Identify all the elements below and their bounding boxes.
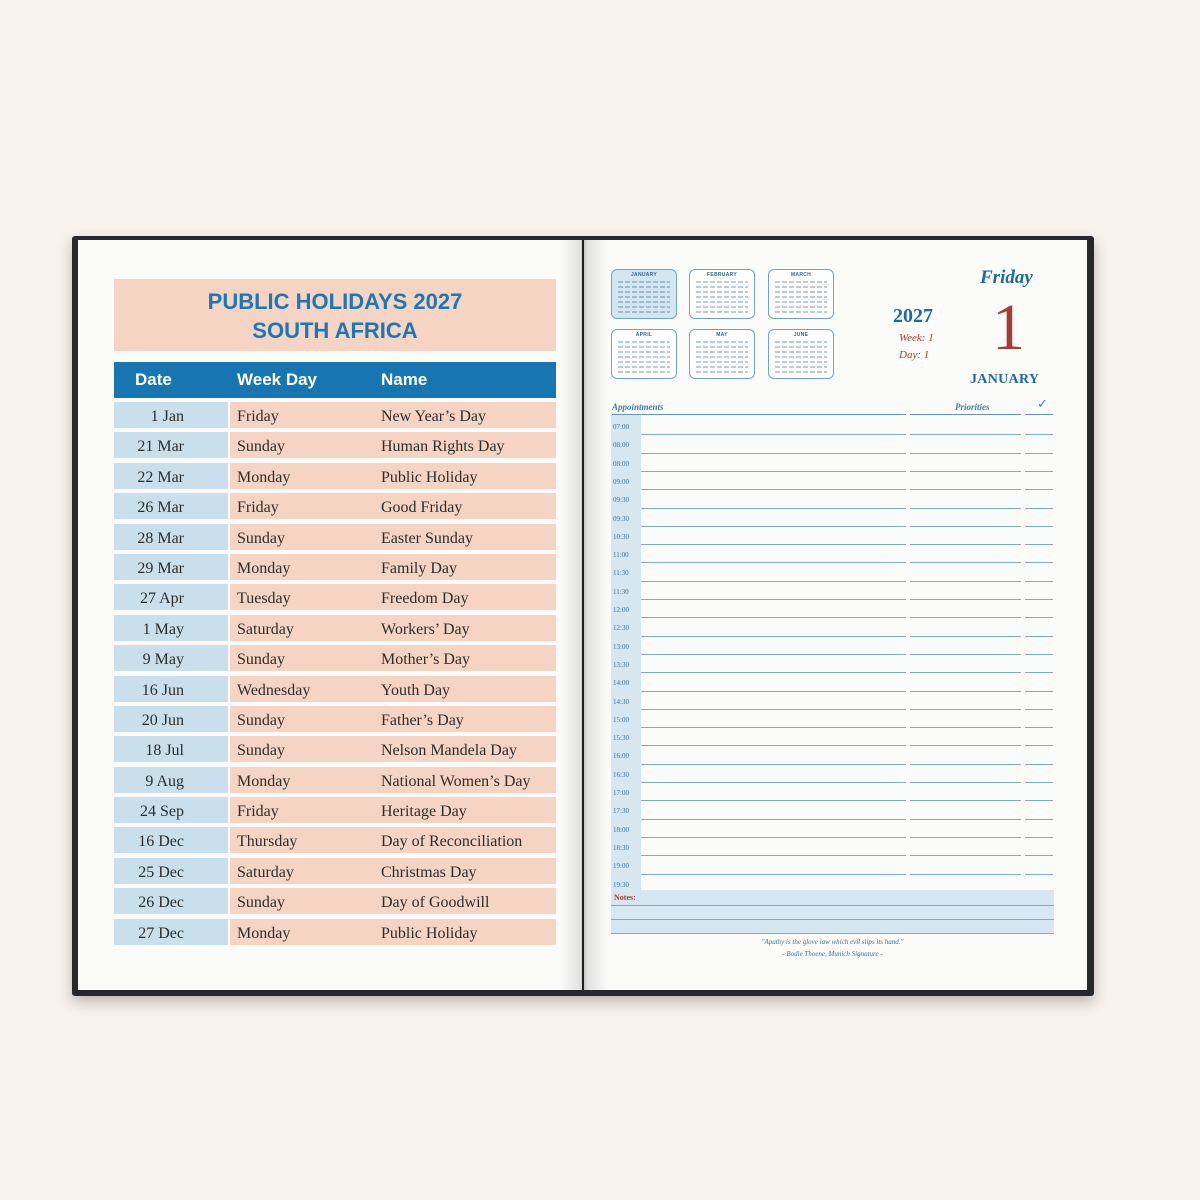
slot-line bbox=[641, 508, 906, 509]
holiday-name: Family Day bbox=[381, 559, 457, 577]
holiday-date: 29 Mar bbox=[114, 554, 228, 580]
table-row bbox=[114, 858, 556, 884]
time-label: 16:30 bbox=[613, 770, 629, 779]
appointments-label: Appointments bbox=[612, 402, 664, 412]
slot-line bbox=[1025, 544, 1053, 545]
diary-year: 2027 bbox=[893, 305, 933, 327]
time-label: 13:00 bbox=[613, 642, 629, 651]
mini-calendar bbox=[611, 329, 677, 379]
slot-line bbox=[910, 691, 1021, 692]
slot-line bbox=[910, 874, 1021, 875]
holiday-date: 25 Dec bbox=[114, 858, 228, 884]
slot-line bbox=[910, 544, 1021, 545]
table-row bbox=[114, 615, 556, 641]
holiday-date: 27 Dec bbox=[114, 919, 228, 945]
time-column bbox=[611, 415, 641, 890]
table-row bbox=[114, 584, 556, 610]
slot-line bbox=[910, 489, 1021, 490]
slot-line bbox=[1025, 434, 1053, 435]
slot-line bbox=[1025, 745, 1053, 746]
holiday-name: Workers’ Day bbox=[381, 620, 470, 638]
slot-line bbox=[1025, 764, 1053, 765]
table-row bbox=[114, 645, 556, 671]
holiday-name: Youth Day bbox=[381, 681, 451, 699]
slot-line bbox=[910, 782, 1021, 783]
table-row bbox=[114, 706, 556, 732]
slot-line bbox=[910, 745, 1021, 746]
slot-line bbox=[1025, 654, 1053, 655]
holiday-name: Good Friday bbox=[381, 499, 463, 517]
time-label: 11:00 bbox=[613, 551, 629, 560]
table-row bbox=[114, 736, 556, 762]
mini-calendar-grid bbox=[775, 341, 827, 373]
slot-line bbox=[1025, 581, 1053, 582]
slot-line bbox=[641, 782, 906, 783]
slot-line bbox=[1025, 837, 1053, 838]
holiday-date: 18 Jul bbox=[114, 736, 228, 762]
slot-line bbox=[1025, 782, 1053, 783]
time-label: 19:00 bbox=[613, 862, 629, 871]
slot-line bbox=[1025, 489, 1053, 490]
mini-calendar bbox=[768, 329, 834, 379]
appointments-rule bbox=[612, 414, 906, 415]
time-label: 19:30 bbox=[613, 880, 629, 889]
time-label: 11:30 bbox=[613, 569, 629, 578]
table-row bbox=[114, 402, 556, 428]
time-label: 08:00 bbox=[613, 441, 629, 450]
holiday-weekday: Friday bbox=[237, 499, 279, 517]
slot-line bbox=[1025, 636, 1053, 637]
slot-line bbox=[1025, 800, 1053, 801]
holiday-weekday: Tuesday bbox=[237, 590, 291, 608]
mini-calendar-month: FEBRUARY bbox=[707, 272, 737, 278]
time-label: 07:00 bbox=[613, 423, 629, 431]
slot-line bbox=[641, 489, 906, 490]
holiday-name: Christmas Day bbox=[381, 863, 477, 881]
holiday-date: 9 May bbox=[114, 645, 228, 671]
holiday-date: 21 Mar bbox=[114, 432, 228, 458]
priorities-label: Priorities bbox=[955, 402, 990, 412]
month-heading: JANUARY bbox=[970, 372, 1040, 387]
notes-line bbox=[611, 933, 1054, 934]
slot-line bbox=[641, 581, 906, 582]
slot-line bbox=[910, 636, 1021, 637]
slot-line bbox=[641, 691, 906, 692]
holiday-name: Nelson Mandela Day bbox=[381, 742, 517, 760]
holidays-title-line1: PUBLIC HOLIDAYS 2027 bbox=[207, 289, 463, 314]
slot-line bbox=[1025, 471, 1053, 472]
slot-line bbox=[910, 508, 1021, 509]
holiday-weekday: Sunday bbox=[237, 438, 285, 456]
slot-line bbox=[910, 819, 1021, 820]
holiday-weekday: Wednesday bbox=[237, 681, 311, 699]
time-label: 09:00 bbox=[613, 477, 629, 486]
time-label: 09:30 bbox=[613, 514, 629, 523]
slot-line bbox=[641, 745, 906, 746]
slot-line bbox=[1025, 819, 1053, 820]
slot-line bbox=[910, 654, 1021, 655]
holiday-weekday: Sunday bbox=[237, 711, 285, 729]
slot-line bbox=[641, 837, 906, 838]
notes-line bbox=[611, 905, 1054, 906]
holiday-weekday: Sunday bbox=[237, 742, 285, 760]
slot-line bbox=[1025, 691, 1053, 692]
holiday-weekday: Friday bbox=[237, 803, 279, 821]
slot-line bbox=[910, 837, 1021, 838]
time-label: 14:30 bbox=[613, 697, 629, 706]
mini-calendar bbox=[689, 329, 755, 379]
slot-line bbox=[1025, 617, 1053, 618]
slot-line bbox=[641, 855, 906, 856]
slot-line bbox=[910, 562, 1021, 563]
slot-line bbox=[641, 672, 906, 673]
holiday-name: Public Holiday bbox=[381, 468, 478, 486]
holiday-name: Heritage Day bbox=[381, 803, 467, 821]
day-of-year: Day: 1 bbox=[899, 349, 930, 361]
holidays-title-line2: SOUTH AFRICA bbox=[252, 318, 418, 343]
holiday-weekday: Monday bbox=[237, 924, 291, 942]
holiday-name: National Women’s Day bbox=[381, 772, 531, 790]
holiday-weekday: Monday bbox=[237, 468, 291, 486]
slot-line bbox=[1025, 599, 1053, 600]
slot-line bbox=[910, 599, 1021, 600]
table-row bbox=[114, 493, 556, 519]
slot-line bbox=[641, 526, 906, 527]
slot-line bbox=[1025, 526, 1053, 527]
holiday-date: 16 Dec bbox=[114, 827, 228, 853]
table-row bbox=[114, 888, 556, 914]
table-row bbox=[114, 676, 556, 702]
column-header-name: Name bbox=[381, 370, 428, 389]
slot-line bbox=[910, 855, 1021, 856]
holiday-weekday: Monday bbox=[237, 559, 291, 577]
slot-line bbox=[1025, 562, 1053, 563]
slot-line bbox=[910, 764, 1021, 765]
holiday-date: 1 Jan bbox=[114, 402, 228, 428]
slot-line bbox=[910, 800, 1021, 801]
holiday-weekday: Friday bbox=[237, 408, 279, 425]
holiday-date: 28 Mar bbox=[114, 524, 228, 550]
holiday-name: Father’s Day bbox=[381, 711, 464, 729]
mini-calendar-grid bbox=[696, 341, 748, 373]
priorities-rule bbox=[910, 414, 1021, 415]
slot-line bbox=[910, 709, 1021, 710]
holiday-date: 27 Apr bbox=[114, 584, 228, 610]
holidays-table-header bbox=[114, 362, 556, 398]
time-label: 17:00 bbox=[613, 789, 629, 797]
holiday-name: New Year’s Day bbox=[381, 408, 487, 425]
slot-line bbox=[641, 434, 906, 435]
holiday-date: 16 Jun bbox=[114, 676, 228, 702]
mini-calendar bbox=[768, 269, 834, 319]
notes-area[interactable] bbox=[611, 890, 1054, 934]
holiday-name: Freedom Day bbox=[381, 590, 469, 608]
table-row bbox=[114, 797, 556, 823]
mini-calendar-month: APRIL bbox=[635, 332, 653, 338]
slot-line bbox=[910, 581, 1021, 582]
time-label: 15:00 bbox=[613, 715, 629, 724]
slot-line bbox=[1025, 453, 1053, 454]
column-header-weekday: Week Day bbox=[237, 370, 318, 389]
slot-line bbox=[910, 434, 1021, 435]
holiday-weekday: Saturday bbox=[237, 863, 294, 881]
mini-calendar-month: MAY bbox=[716, 332, 728, 338]
holiday-name: Day of Reconciliation bbox=[381, 833, 523, 851]
slot-line bbox=[641, 874, 906, 875]
holiday-date: 9 Aug bbox=[114, 767, 228, 793]
slot-line bbox=[641, 654, 906, 655]
slot-line bbox=[910, 453, 1021, 454]
holiday-date: 26 Mar bbox=[114, 493, 228, 519]
slot-line bbox=[910, 672, 1021, 673]
holiday-name: Mother’s Day bbox=[381, 651, 471, 669]
mini-calendar-month: JANUARY bbox=[630, 272, 658, 278]
table-row bbox=[114, 463, 556, 489]
slot-line bbox=[641, 709, 906, 710]
quote bbox=[611, 936, 1054, 960]
mini-calendar bbox=[689, 269, 755, 319]
slot-line bbox=[641, 599, 906, 600]
time-label: 13:30 bbox=[613, 660, 629, 669]
holiday-weekday: Sunday bbox=[237, 651, 285, 669]
holiday-date: 26 Dec bbox=[114, 888, 228, 914]
checkmark-icon: ✓ bbox=[1037, 396, 1048, 411]
slot-line bbox=[1025, 855, 1053, 856]
holiday-date: 24 Sep bbox=[114, 797, 228, 823]
notes-line bbox=[611, 919, 1054, 920]
time-label: 18:30 bbox=[613, 843, 629, 852]
holidays-table-body bbox=[114, 402, 556, 949]
mini-calendar-grid bbox=[775, 281, 827, 313]
weekday-heading: Friday bbox=[980, 267, 1033, 288]
time-label: 08:00 bbox=[613, 459, 629, 468]
day-number: 1 bbox=[992, 291, 1025, 364]
holiday-weekday: Sunday bbox=[237, 894, 285, 912]
table-row bbox=[114, 919, 556, 945]
time-label: 16:00 bbox=[613, 752, 629, 761]
slot-line bbox=[641, 800, 906, 801]
quote-author: - Bodie Thoene, Munich Signature - bbox=[782, 950, 883, 958]
mini-calendar-grid bbox=[618, 341, 670, 373]
holiday-name: Public Holiday bbox=[381, 924, 478, 942]
slot-line bbox=[1025, 672, 1053, 673]
holiday-name: Easter Sunday bbox=[381, 529, 473, 547]
notes-label: Notes: bbox=[614, 893, 636, 902]
slot-line bbox=[1025, 709, 1053, 710]
table-row bbox=[114, 554, 556, 580]
time-label: 11:30 bbox=[613, 587, 629, 596]
holidays-title bbox=[114, 279, 556, 351]
time-label: 09:30 bbox=[613, 496, 629, 505]
time-label: 14:00 bbox=[613, 679, 629, 688]
mini-calendar-month: JUNE bbox=[793, 332, 809, 338]
slot-line bbox=[910, 617, 1021, 618]
time-label: 12:30 bbox=[613, 624, 629, 633]
slot-line bbox=[641, 819, 906, 820]
time-label: 18:00 bbox=[613, 825, 629, 834]
time-label: 15:30 bbox=[613, 734, 629, 743]
slot-line bbox=[641, 453, 906, 454]
slot-line bbox=[1025, 508, 1053, 509]
slot-line bbox=[641, 764, 906, 765]
table-row bbox=[114, 524, 556, 550]
slot-line bbox=[641, 562, 906, 563]
holiday-date: 22 Mar bbox=[114, 463, 228, 489]
slot-line bbox=[641, 636, 906, 637]
slot-line bbox=[910, 471, 1021, 472]
time-label: 12:00 bbox=[613, 606, 629, 614]
table-row bbox=[114, 432, 556, 458]
holiday-weekday: Sunday bbox=[237, 529, 285, 547]
holiday-name: Human Rights Day bbox=[381, 438, 505, 456]
time-label: 10:30 bbox=[613, 532, 629, 541]
slot-line bbox=[641, 727, 906, 728]
holiday-name: Day of Goodwill bbox=[381, 894, 490, 912]
mini-calendar-grid bbox=[618, 281, 670, 313]
column-header-date: Date bbox=[135, 370, 172, 389]
holiday-weekday: Saturday bbox=[237, 620, 294, 638]
slot-line bbox=[641, 471, 906, 472]
mini-calendar bbox=[611, 269, 677, 319]
check-rule bbox=[1025, 414, 1053, 415]
slot-line bbox=[1025, 874, 1053, 875]
week-number: Week: 1 bbox=[899, 332, 934, 344]
mini-calendar-month: MARCH bbox=[790, 272, 812, 278]
quote-text: "Apathy is the glove law which evil slips its hand." bbox=[761, 938, 904, 946]
slot-line bbox=[910, 526, 1021, 527]
holiday-weekday: Thursday bbox=[237, 833, 298, 851]
slot-line bbox=[1025, 727, 1053, 728]
table-row bbox=[114, 767, 556, 793]
slot-line bbox=[641, 617, 906, 618]
table-row bbox=[114, 827, 556, 853]
time-label: 17:30 bbox=[613, 807, 629, 816]
mini-calendar-grid bbox=[696, 281, 748, 313]
slot-line bbox=[641, 544, 906, 545]
holiday-date: 1 May bbox=[114, 615, 228, 641]
slot-line bbox=[910, 727, 1021, 728]
holiday-weekday: Monday bbox=[237, 772, 291, 790]
holiday-date: 20 Jun bbox=[114, 706, 228, 732]
